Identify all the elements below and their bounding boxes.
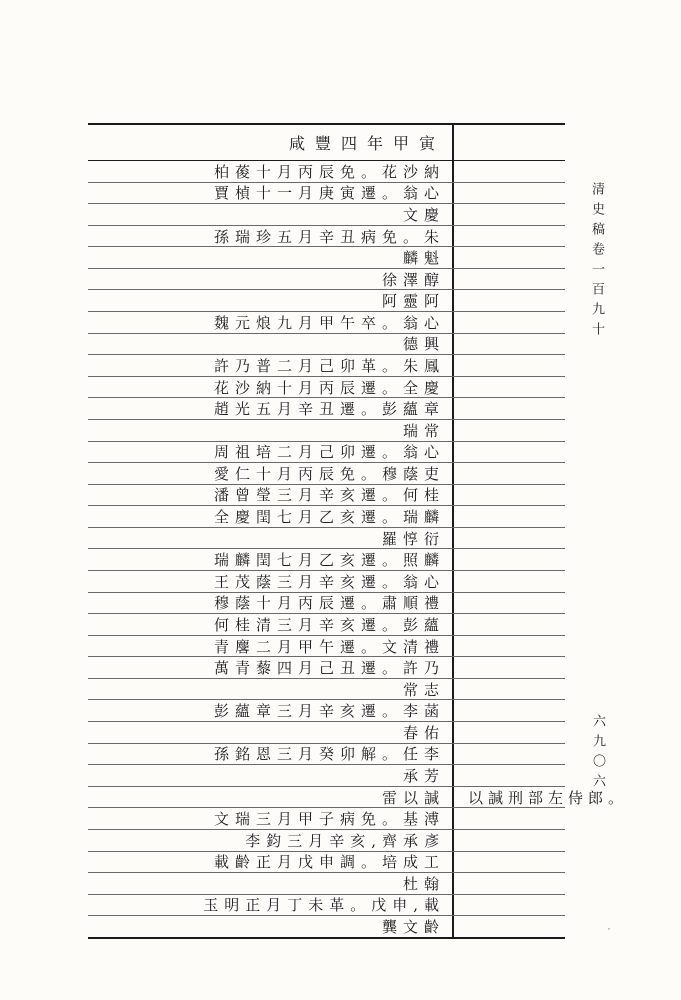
- table-row: [88, 269, 565, 291]
- row-left-cell: 柏葰十月丙辰免。花沙納: [213, 162, 445, 181]
- table-row: [88, 549, 565, 571]
- table-row: [88, 355, 565, 377]
- row-left-cell: 瑞常: [402, 421, 445, 440]
- table-row: [88, 398, 565, 420]
- row-left-cell: 春佑: [402, 723, 445, 742]
- table-row: [88, 787, 629, 809]
- row-right-cell: [456, 765, 565, 786]
- table-row: [88, 183, 565, 205]
- row-right-cell: [456, 895, 565, 916]
- row-right-cell: [456, 571, 565, 592]
- row-right-cell: [456, 183, 565, 204]
- table-row: [88, 571, 565, 593]
- row-right-cell: [456, 312, 565, 333]
- table-row: [88, 765, 565, 787]
- row-left-cell: 孫瑞珍五月辛丑病免。朱: [213, 227, 445, 246]
- row-right-cell: [456, 290, 565, 311]
- row-left-cell: 魏元烺九月甲午卒。翁心: [213, 313, 445, 332]
- row-left-cell: 何桂清三月辛亥遷。彭蘊: [213, 615, 445, 634]
- row-right-cell: [456, 420, 565, 441]
- row-right-cell: [456, 506, 565, 527]
- row-left-cell: 載齡正月戊申調。培成工: [213, 853, 445, 872]
- row-left-cell: 王茂蔭三月辛亥遷。翁心: [213, 572, 445, 591]
- row-left-cell: 徐澤醇: [381, 270, 445, 289]
- row-left-cell: 彭蘊章三月辛亥遷。李菡: [213, 702, 445, 721]
- row-left-cell: 常志: [402, 680, 445, 699]
- row-left-cell: 羅惇衍: [381, 529, 445, 548]
- row-right-cell: [456, 334, 565, 355]
- row-right-cell: [456, 636, 565, 657]
- row-left-cell: 龔文齡: [381, 918, 445, 937]
- table-row: [88, 916, 565, 937]
- row-right-cell: [456, 377, 565, 398]
- row-right-cell: [456, 679, 565, 700]
- table-row: [88, 744, 565, 766]
- table-row: [88, 420, 565, 442]
- row-right-cell: [456, 873, 565, 894]
- row-left-cell: 文慶: [402, 205, 445, 224]
- row-left-cell: 愛仁十月丙辰免。穆蔭吏: [213, 464, 445, 483]
- row-left-cell: 雷以諴: [381, 788, 445, 807]
- row-left-cell: 潘曾瑩三月辛亥遷。何桂: [213, 486, 445, 505]
- row-left-cell: 李鈞三月辛亥,齊承彥: [245, 831, 445, 850]
- row-right-cell: [456, 355, 565, 376]
- row-left-cell: 文瑞三月甲子病免。基溥: [213, 810, 445, 829]
- row-left-cell: 周祖培二月己卯遷。翁心: [213, 443, 445, 462]
- table-row: [88, 593, 565, 615]
- row-left-cell: 阿靈阿: [381, 292, 445, 311]
- row-right-cell: [456, 657, 565, 678]
- row-right-cell: [456, 700, 565, 721]
- row-right-cell: [456, 722, 565, 743]
- table-row: [88, 614, 565, 636]
- row-right-cell: [456, 549, 565, 570]
- row-right-cell: [456, 463, 565, 484]
- row-left-cell: 穆蔭十月丙辰遷。肅順禮: [213, 594, 445, 613]
- table-header-row: [88, 125, 565, 161]
- table-row: [88, 247, 565, 269]
- table-row: [88, 528, 565, 550]
- table-row: [88, 226, 565, 248]
- row-left-cell: 賈楨十一月庚寅遷。翁心: [213, 184, 445, 203]
- row-left-cell: 青麐二月甲午遷。文清禮: [213, 637, 445, 656]
- table-row: [88, 442, 565, 464]
- row-right-cell: [456, 204, 565, 225]
- row-right-cell: [456, 226, 565, 247]
- table-row: [88, 312, 565, 334]
- row-right-cell: 以諴刑部左侍郎。: [468, 788, 629, 807]
- row-left-cell: 杜翰: [402, 874, 445, 893]
- table-row: [88, 873, 565, 895]
- table-row: [88, 657, 565, 679]
- table-row: [88, 506, 565, 528]
- row-right-cell: [456, 269, 565, 290]
- row-left-cell: 德興: [402, 335, 445, 354]
- table-row: [88, 485, 565, 507]
- table-row: [88, 679, 565, 701]
- table-row: [88, 808, 565, 830]
- row-left-cell: 萬青藜四月己丑遷。許乃: [213, 659, 445, 678]
- row-right-cell: [456, 161, 565, 182]
- table-row: [88, 204, 565, 226]
- table-row: [88, 830, 565, 852]
- row-right-cell: [456, 247, 565, 268]
- row-left-cell: 許乃普二月己卯革。朱鳳: [213, 357, 445, 375]
- row-right-cell: [456, 614, 565, 635]
- row-right-cell: [456, 808, 565, 829]
- table-row: [88, 334, 565, 356]
- table-row: [88, 636, 565, 658]
- table-row: [88, 463, 565, 485]
- table-row: [88, 722, 565, 744]
- table-row: [88, 377, 565, 399]
- row-right-cell: [456, 744, 565, 765]
- row-right-cell: [456, 485, 565, 506]
- row-right-cell: [456, 852, 565, 873]
- header-right-cell: [456, 125, 565, 160]
- page-number: 六九〇六: [590, 714, 605, 794]
- row-right-cell: [456, 593, 565, 614]
- row-right-cell: [456, 398, 565, 419]
- row-right-cell: [456, 528, 565, 549]
- table-row: [88, 290, 565, 312]
- row-left-cell: 孫銘恩三月癸卯解。任李: [213, 745, 445, 764]
- row-left-cell: 趙光五月辛丑遷。彭蘊章: [213, 400, 445, 419]
- table-row: [88, 895, 565, 917]
- row-left-cell: 花沙納十月丙辰遷。全慶: [213, 378, 445, 397]
- row-left-cell: 瑞麟閏七月乙亥遷。照麟: [213, 551, 445, 570]
- row-right-cell: [456, 442, 565, 463]
- running-title: 清史稿卷一百九十: [589, 182, 604, 342]
- row-left-cell: 玉明正月丁未革。戊申,載: [203, 896, 445, 915]
- row-right-cell: [456, 830, 565, 851]
- table-row: [88, 700, 565, 722]
- row-left-cell: 全慶閏七月乙亥遷。瑞麟: [213, 508, 445, 527]
- row-left-cell: 承芳: [402, 766, 445, 785]
- row-left-cell: 麟魁: [402, 249, 445, 268]
- table-row: [88, 852, 565, 874]
- table-row: [88, 161, 565, 183]
- header-year-cell: 咸豐四年甲寅: [288, 134, 445, 153]
- ink-speck: ′: [608, 928, 611, 938]
- row-right-cell: [456, 916, 565, 937]
